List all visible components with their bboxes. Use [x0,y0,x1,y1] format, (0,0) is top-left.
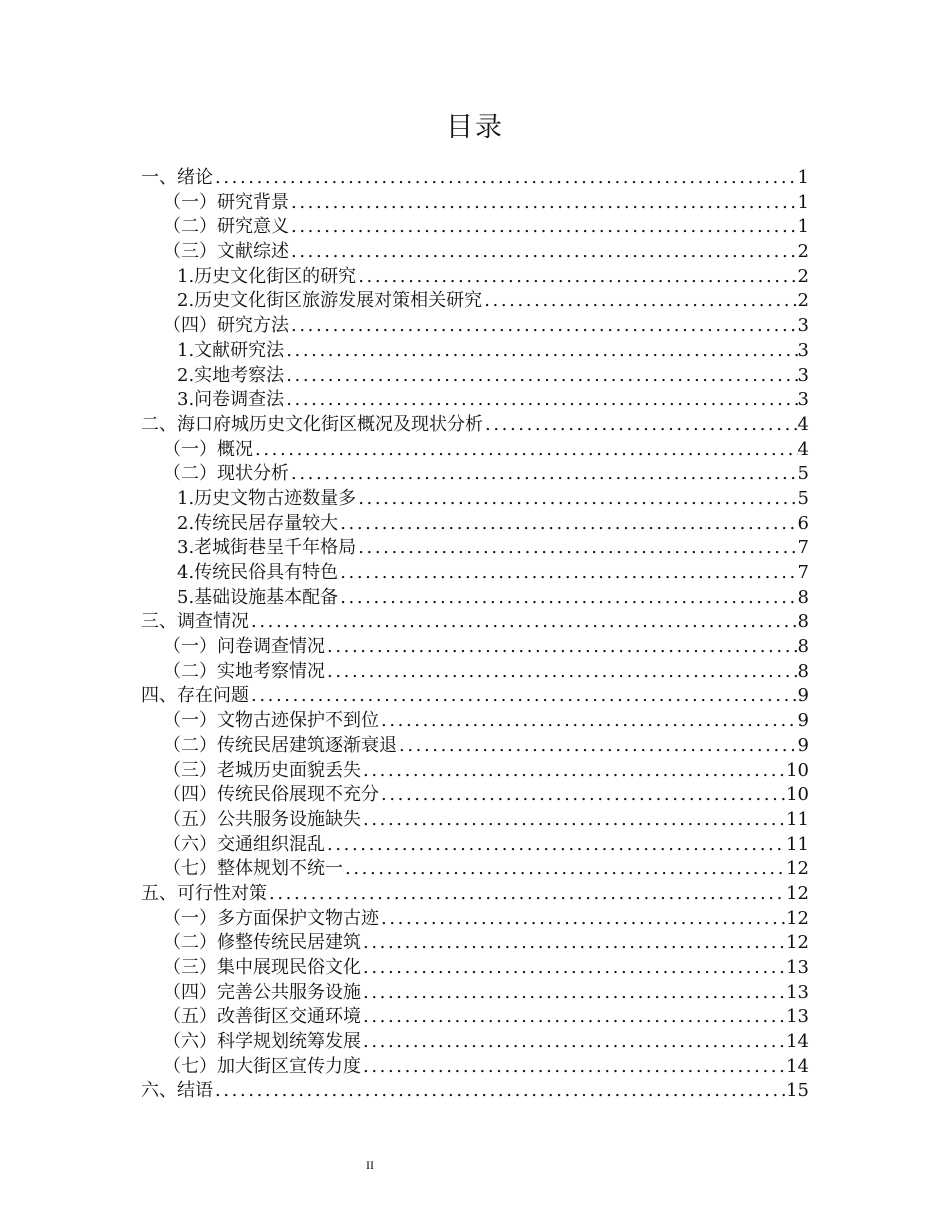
toc-entry-page: 13 [786,1006,809,1028]
toc-entry[interactable] [141,339,809,364]
toc-entry-title: （二）传统民居建筑逐渐衰退 [163,734,397,756]
toc-entry-title: 1.历史文化街区的研究 [177,265,357,287]
toc-entry[interactable] [141,660,809,685]
toc-entry-page: 2 [797,265,809,287]
toc-entry-title: 一、绪论 [141,167,213,188]
toc-leader-dots [379,783,786,808]
toc-entry-title: （一）概况 [163,438,253,460]
toc-entry-title: 5.基础设施基本配备 [177,586,339,608]
toc-leader-dots [356,265,797,290]
toc-entry-title: 1.历史文物古迹数量多 [177,487,357,509]
toc-leader-dots [361,759,786,784]
toc-entry-page: 12 [786,858,809,880]
toc-entry[interactable] [141,1030,809,1055]
toc-entry[interactable] [141,512,809,537]
toc-leader-dots [289,215,798,240]
toc-entry-title: （七）整体规划不统一 [163,858,343,880]
toc-entry-page: 6 [797,512,809,534]
toc-entry[interactable] [141,265,809,290]
toc-leader-dots [361,1055,786,1080]
toc-leader-dots [289,191,798,216]
toc-entry-title: 2.实地考察法 [177,364,285,386]
toc-entry-page: 1 [797,167,809,188]
toc-leader-dots [289,462,798,487]
toc-entry-title: （四）完善公共服务设施 [163,981,361,1003]
toc-entry-page: 8 [797,586,809,608]
toc-leader-dots [361,1030,786,1055]
toc-entry[interactable] [141,981,809,1006]
toc-leader-dots [361,1005,786,1030]
toc-entry[interactable] [141,388,809,413]
toc-entry-title: 六、结语 [141,1080,213,1102]
toc-leader-dots [284,339,797,364]
toc-leader-dots [338,586,797,611]
toc-leader-dots [249,684,798,709]
toc-entry-title: （二）实地考察情况 [163,660,325,682]
toc-leader-dots [267,882,786,907]
toc-leader-dots [325,635,798,660]
toc-entry[interactable] [141,833,809,858]
toc-entry[interactable] [141,413,809,438]
toc-leader-dots [397,734,798,759]
toc-entry-title: 4.传统民俗具有特色 [177,562,339,583]
toc-leader-dots [289,314,798,339]
toc-entry-title: （六）交通组织混乱 [163,833,325,855]
toc-entry[interactable] [141,1055,809,1080]
toc-entry[interactable] [141,882,809,907]
toc-entry-title: 3.问卷调查法 [177,389,285,411]
toc-entry-title: （二）修整传统民居建筑 [163,932,361,954]
toc-entry-title: （三）老城历史面貌丢失 [163,759,361,781]
toc-entry-page: 9 [797,685,809,707]
toc-entry[interactable] [141,808,809,833]
toc-entry-page: 8 [797,611,809,633]
toc-leader-dots [253,438,798,463]
toc-entry-title: （一）研究背景 [163,191,289,213]
toc-entry-title: 3.老城街巷呈千年格局 [177,537,357,559]
toc-entry-title: （一）文物古迹保护不到位 [163,710,379,732]
toc-entry-page: 14 [786,1055,809,1077]
toc-leader-dots [289,240,798,265]
toc-entry[interactable] [141,487,809,512]
toc-entry[interactable] [141,166,809,191]
toc-entry-page: 3 [797,364,809,386]
toc-entry-page: 11 [786,833,809,855]
toc-entry-title: 五、可行性对策 [141,882,267,904]
toc-entry[interactable] [141,289,809,314]
toc-leader-dots [213,166,798,191]
toc-leader-dots [356,487,797,512]
toc-entry-page: 8 [797,636,809,658]
table-of-contents [141,166,809,1104]
toc-entry[interactable] [141,635,809,660]
toc-entry-page: 9 [797,734,809,756]
toc-entry-title: 2.历史文化街区旅游发展对策相关研究 [177,290,483,312]
toc-entry-page: 3 [797,389,809,411]
toc-entry-title: （二）现状分析 [163,463,289,485]
toc-leader-dots [325,833,786,858]
toc-entry[interactable] [141,586,809,611]
toc-entry-page: 8 [797,660,809,682]
toc-entry-title: 二、海口府城历史文化街区概况及现状分析 [141,413,483,435]
toc-entry[interactable] [141,240,809,265]
toc-leader-dots [361,931,786,956]
toc-entry-page: 3 [797,339,809,361]
toc-leader-dots [338,561,797,586]
toc-entry-page: 14 [786,1031,809,1053]
toc-leader-dots [361,808,786,833]
toc-leader-dots [483,413,798,438]
toc-entry-page: 12 [786,932,809,954]
toc-leader-dots [361,956,786,981]
toc-leader-dots [379,709,798,734]
toc-entry-title: 2.传统民居存量较大 [177,512,339,534]
toc-entry[interactable] [141,438,809,463]
toc-entry[interactable] [141,1079,809,1104]
toc-entry-title: （二）研究意义 [163,216,289,238]
toc-entry[interactable] [141,462,809,487]
toc-entry-page: 9 [797,710,809,732]
toc-leader-dots [482,289,797,314]
toc-entry-title: 四、存在问题 [141,685,249,707]
toc-entry-title: （六）科学规划统筹发展 [163,1031,361,1053]
toc-entry-page: 3 [797,315,809,337]
page-number: II [366,1158,374,1172]
toc-entry-page: 12 [786,882,809,904]
toc-entry-page: 12 [786,907,809,929]
toc-entry-page: 10 [786,759,809,781]
toc-entry[interactable] [141,364,809,389]
toc-entry-title: 三、调查情况 [141,611,249,633]
toc-entry-page: 2 [797,290,809,312]
toc-leader-dots [249,610,798,635]
toc-leader-dots [343,857,786,882]
toc-entry-title: （四）传统民俗展现不充分 [163,784,379,806]
toc-entry-page: 15 [786,1080,809,1102]
toc-leader-dots [325,660,798,685]
toc-entry-page: 10 [786,784,809,806]
toc-entry[interactable] [141,783,809,808]
toc-entry[interactable] [141,314,809,339]
toc-entry-page: 4 [797,438,809,460]
toc-entry-title: （五）公共服务设施缺失 [163,808,361,830]
toc-entry-page: 2 [797,241,809,263]
page-title: 目录 [446,112,504,143]
toc-entry-page: 7 [797,537,809,559]
toc-leader-dots [356,536,797,561]
toc-entry[interactable] [141,684,809,709]
toc-entry-title: （七）加大街区宣传力度 [163,1055,361,1077]
toc-entry-title: （五）改善街区交通环境 [163,1006,361,1028]
toc-entry[interactable] [141,1005,809,1030]
toc-leader-dots [284,388,797,413]
toc-leader-dots [284,364,797,389]
toc-entry-page: 11 [786,808,809,830]
toc-entry-page: 5 [797,487,809,509]
toc-entry[interactable] [141,709,809,734]
toc-entry[interactable] [141,191,809,216]
toc-entry-page: 13 [786,981,809,1003]
toc-leader-dots [213,1079,786,1104]
toc-entry[interactable] [141,215,809,240]
toc-entry-title: （一）多方面保护文物古迹 [163,907,379,929]
toc-entry-title: （一）问卷调查情况 [163,636,325,658]
toc-entry-page: 7 [797,562,809,583]
toc-leader-dots [361,981,786,1006]
toc-entry[interactable] [141,931,809,956]
toc-entry[interactable] [141,759,809,784]
toc-entry[interactable] [141,734,809,759]
toc-entry[interactable] [141,610,809,635]
toc-entry-page: 5 [797,463,809,485]
toc-entry-title: （三）集中展现民俗文化 [163,957,361,978]
toc-entry-title: 1.文献研究法 [177,339,285,361]
toc-leader-dots [379,907,786,932]
toc-entry-page: 1 [797,191,809,213]
toc-entry-title: （四）研究方法 [163,315,289,337]
toc-entry[interactable] [141,956,809,981]
toc-entry-title: （三）文献综述 [163,241,289,263]
toc-entry[interactable] [141,561,809,586]
toc-entry-page: 1 [797,216,809,238]
toc-entry[interactable] [141,857,809,882]
toc-entry[interactable] [141,907,809,932]
toc-entry-page: 4 [797,413,809,435]
toc-entry-page: 13 [786,957,809,978]
toc-leader-dots [338,512,797,537]
toc-entry[interactable] [141,536,809,561]
